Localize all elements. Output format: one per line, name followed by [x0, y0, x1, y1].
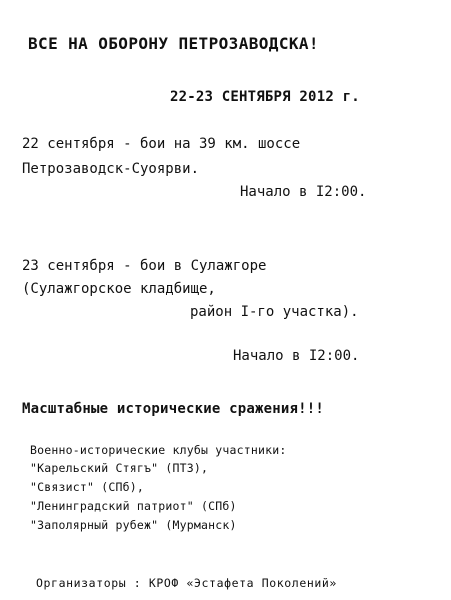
event1-line1: 22 сентября - бои на 39 км. шоссе [22, 136, 301, 152]
club-item: "Карельский Стягъ" (ПТЗ), [30, 461, 209, 475]
event2-line2: (Сулажгорское кладбище, [22, 281, 216, 297]
event1-start-time: Начало в I2:00. [240, 184, 367, 200]
event2-line1: 23 сентября - бои в Сулажгоре [22, 258, 267, 274]
event2-start-time: Начало в I2:00. [233, 348, 360, 364]
battles-headline: Масштабные исторические сражения!!! [22, 401, 325, 417]
event-dates: 22-23 СЕНТЯБРЯ 2012 г. [170, 89, 360, 105]
clubs-header: Военно-исторические клубы участники: [30, 443, 287, 457]
club-item: "Заполярный рубеж" (Мурманск) [30, 518, 237, 532]
page-title: ВСЕ НА ОБОРОНУ ПЕТРОЗАВОДСКА! [28, 34, 319, 53]
event2-line3: район I-го участка). [190, 304, 359, 320]
organizers: Организаторы : КРОФ «Эстафета Поколений» [36, 576, 337, 590]
club-item: "Связист" (СПб), [30, 480, 144, 494]
event1-line2: Петрозаводск-Суоярви. [22, 161, 200, 177]
club-item: "Ленинградский патриот" (СПб) [30, 499, 237, 513]
